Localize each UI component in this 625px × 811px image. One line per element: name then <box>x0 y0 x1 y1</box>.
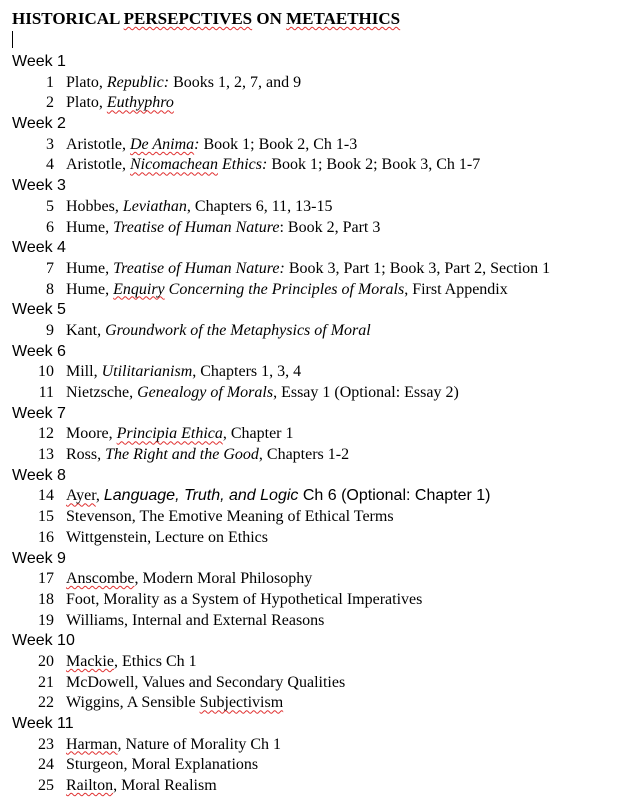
reading-number: 17 <box>38 570 54 588</box>
citation-segment: Mill, <box>66 363 102 381</box>
citation-segment: , Chapters 1, 3, 4 <box>192 363 302 381</box>
citation-segment: Aristotle, <box>66 135 130 153</box>
week-heading: Week 10 <box>12 632 75 650</box>
document-title <box>12 8 620 30</box>
citation-segment: Mackie <box>66 652 114 670</box>
citation-segment: Nietzsche, <box>66 384 138 401</box>
citation-segment: Language, Truth, and Logic <box>103 487 299 505</box>
citation-segment: , Nature of Morality Ch 1 <box>117 735 282 753</box>
citation-segment: Wittgenstein, Lecture on Ethics <box>66 528 268 546</box>
reading-item <box>12 611 620 632</box>
reading-number: 12 <box>38 425 54 443</box>
reading-citation <box>66 673 345 694</box>
citation-segment: Hobbes, <box>66 197 123 215</box>
reading-number: 7 <box>46 259 54 277</box>
reading-citation <box>66 259 550 280</box>
citation-segment: Aristotle, <box>66 156 130 174</box>
reading-citation <box>66 590 422 611</box>
reading-citation <box>66 280 508 301</box>
week-heading: Week 2 <box>12 115 66 133</box>
citation-segment: Enquiry <box>113 280 165 298</box>
reading-number: 9 <box>46 321 54 339</box>
reading-number: 14 <box>38 487 54 505</box>
citation-segment: Ch 6 (Optional: Chapter 1) <box>298 487 491 505</box>
reading-number: 8 <box>46 280 54 298</box>
reading-item <box>12 383 620 404</box>
citation-segment: Utilitarianism <box>101 363 193 381</box>
reading-number: 20 <box>38 652 54 670</box>
reading-item <box>12 280 620 301</box>
citation-segment: : Book 2, Part 3 <box>279 218 381 236</box>
citation-segment: Plato, <box>66 73 107 91</box>
reading-number: 11 <box>38 384 54 401</box>
reading-number: 13 <box>38 446 54 464</box>
reading-citation <box>66 445 349 466</box>
week-heading: Week 11 <box>12 715 74 732</box>
citation-segment: Euthyphro <box>106 94 174 112</box>
citation-segment: Railton <box>66 777 114 795</box>
reading-citation <box>66 321 371 342</box>
citation-segment: Sturgeon, Moral Explanations <box>66 756 259 774</box>
citation-segment: Republic: <box>106 73 170 91</box>
reading-citation <box>66 135 357 156</box>
week-heading: Week 9 <box>12 549 66 567</box>
citation-segment: , Chapters 1-2 <box>258 446 350 464</box>
reading-citation <box>66 155 480 176</box>
reading-item <box>12 424 620 445</box>
citation-segment: Book 1; Book 2, Ch 1-3 <box>199 135 358 153</box>
reading-number: 21 <box>38 673 54 691</box>
reading-citation <box>66 197 333 218</box>
citation-segment: , Modern Moral Philosophy <box>134 570 313 588</box>
reading-number: 1 <box>46 73 54 91</box>
text-cursor <box>12 31 13 48</box>
week-heading: Week 3 <box>12 177 66 195</box>
citation-segment: De Anima <box>130 135 195 153</box>
reading-item <box>12 218 620 239</box>
reading-item <box>12 673 620 694</box>
reading-citation <box>66 486 490 507</box>
reading-number: 4 <box>46 156 54 174</box>
reading-citation <box>66 507 394 528</box>
week-heading: Week 8 <box>12 466 66 484</box>
week-heading: Week 1 <box>12 53 66 70</box>
citation-segment: Wiggins, A Sensible <box>66 694 200 712</box>
reading-item <box>12 528 620 549</box>
document-page[interactable] <box>12 8 620 797</box>
reading-citation <box>66 528 268 549</box>
citation-segment: , Ethics Ch 1 <box>113 652 197 670</box>
citation-segment: Ross, <box>66 446 106 464</box>
reading-number: 3 <box>46 135 54 153</box>
citation-segment: Hume, <box>66 280 114 298</box>
reading-number: 19 <box>38 611 54 629</box>
citation-segment: , <box>95 487 104 505</box>
citation-segment: : <box>194 135 200 153</box>
reading-item <box>12 73 620 94</box>
citation-segment: Anscombe <box>66 570 135 588</box>
citation-segment: Foot, Morality as a System of Hypothetical Imperatives <box>66 590 423 608</box>
reading-number: 5 <box>46 197 54 215</box>
citation-segment: Book 1; Book 2; Book 3, Ch 1-7 <box>267 156 481 174</box>
reading-item <box>12 259 620 280</box>
citation-segment: Leviathan <box>122 197 187 215</box>
title-text: PERSEPCTIVES <box>123 9 253 28</box>
reading-number: 16 <box>38 528 54 546</box>
reading-item <box>12 155 620 176</box>
citation-segment: McDowell, Values and Secondary Qualities <box>66 673 346 691</box>
week-heading: Week 7 <box>12 404 66 422</box>
reading-citation <box>66 362 301 383</box>
citation-segment: Ethics: <box>217 156 268 174</box>
citation-segment: Nicomachean <box>130 156 218 174</box>
reading-item <box>12 569 620 590</box>
citation-segment: Principia Ethica <box>116 425 223 443</box>
citation-segment: Treatise of Human Nature: <box>113 259 285 277</box>
reading-item <box>12 135 620 156</box>
citation-segment: Kant, <box>66 321 106 339</box>
citation-segment: Concerning the Principles of Morals <box>164 280 405 298</box>
title-text: METAETHICS <box>286 9 401 28</box>
reading-item <box>12 590 620 611</box>
reading-citation <box>66 776 217 797</box>
citation-segment: Williams, Internal and External Reasons <box>66 611 325 629</box>
reading-number: 23 <box>38 735 54 753</box>
reading-citation <box>66 383 459 404</box>
reading-schedule <box>12 52 620 797</box>
reading-number: 25 <box>38 777 54 795</box>
citation-segment: Groundwork of the Metaphysics of Moral <box>105 321 371 339</box>
citation-segment: The Right and the Good <box>105 446 259 464</box>
reading-item <box>12 735 620 756</box>
reading-citation <box>66 424 294 445</box>
citation-segment: Stevenson, The Emotive Meaning of Ethical Terms <box>66 508 394 526</box>
citation-segment: , First Appendix <box>404 280 508 298</box>
citation-segment: Harman <box>66 735 118 753</box>
reading-number: 6 <box>46 218 54 236</box>
reading-item <box>12 507 620 528</box>
title-text: ON <box>252 9 287 28</box>
reading-citation <box>66 218 380 239</box>
citation-segment: Hume, <box>66 218 114 236</box>
reading-citation <box>66 569 312 590</box>
title-text: HISTORICAL <box>12 9 124 28</box>
citation-segment: , Chapters 6, 11, 13-15 <box>186 197 333 215</box>
reading-item <box>12 693 620 714</box>
reading-citation <box>66 735 281 756</box>
reading-item <box>12 652 620 673</box>
citation-segment: , Chapter 1 <box>222 425 294 443</box>
citation-segment: Treatise of Human Nature <box>113 218 280 236</box>
citation-segment: Book 3, Part 1; Book 3, Part 2, Section 1 <box>284 259 551 277</box>
reading-number: 10 <box>38 363 54 381</box>
week-heading: Week 4 <box>12 239 66 257</box>
reading-citation <box>66 611 324 632</box>
reading-number: 22 <box>38 694 54 712</box>
citation-segment: Plato, <box>66 94 107 112</box>
reading-citation <box>66 755 258 776</box>
week-heading: Week 6 <box>12 342 66 360</box>
reading-number: 24 <box>38 756 54 774</box>
citation-segment: Hume, <box>66 259 114 277</box>
citation-segment: Ayer <box>66 487 96 505</box>
citation-segment: , Moral Realism <box>113 777 217 795</box>
citation-segment: Moore, <box>66 425 117 443</box>
reading-citation <box>66 73 301 94</box>
reading-item <box>12 197 620 218</box>
citation-segment: Genealogy of Morals <box>137 384 274 401</box>
reading-number: 15 <box>38 508 54 526</box>
reading-item <box>12 93 620 114</box>
week-heading: Week 5 <box>12 301 66 319</box>
citation-segment: , Essay 1 (Optional: Essay 2) <box>273 384 459 401</box>
reading-citation <box>66 652 197 673</box>
reading-citation <box>66 93 174 114</box>
reading-item <box>12 486 620 507</box>
reading-item <box>12 321 620 342</box>
empty-paragraph[interactable] <box>12 30 620 52</box>
reading-number: 18 <box>38 590 54 608</box>
reading-number: 2 <box>46 94 54 112</box>
reading-item <box>12 362 620 383</box>
reading-item <box>12 776 620 797</box>
citation-segment: Books 1, 2, 7, and 9 <box>169 73 302 91</box>
reading-item <box>12 755 620 776</box>
reading-item <box>12 445 620 466</box>
reading-citation <box>66 693 283 714</box>
citation-segment: Subjectivism <box>199 694 284 712</box>
